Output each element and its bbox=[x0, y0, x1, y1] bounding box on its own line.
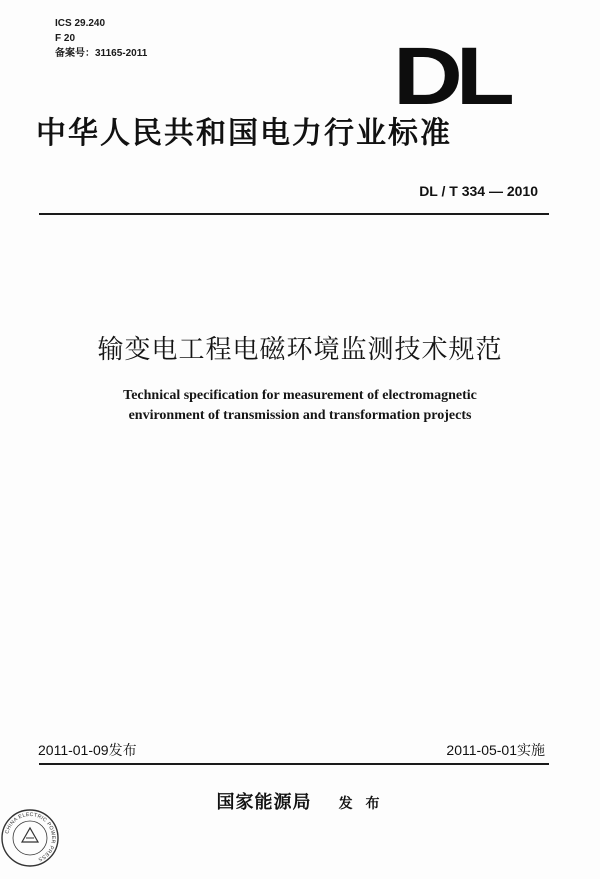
record-number: 备案号：31165-2011 bbox=[55, 48, 148, 59]
standard-title: 中华人民共和国电力行业标准 bbox=[36, 116, 452, 151]
document-title-en-line1: Technical specification for measurement of electromagnetic bbox=[123, 388, 477, 403]
top-divider bbox=[39, 213, 549, 215]
category-code: F 20 bbox=[55, 33, 76, 44]
standard-number: DL / T 334 — 2010 bbox=[419, 183, 538, 199]
document-title-en-line2: environment of transmission and transformation projects bbox=[128, 408, 472, 423]
publisher-action: 发 布 bbox=[338, 796, 384, 812]
document-title-en bbox=[0, 386, 600, 426]
ics-code: ICS 29.240 bbox=[55, 18, 106, 29]
svg-text:CHINA ELECTRIC POWER PRESS: CHINA ELECTRIC POWER PRESS bbox=[4, 811, 57, 863]
dl-logo: DL bbox=[393, 31, 508, 122]
issue-date: 2011-01-09发布 bbox=[38, 742, 137, 758]
implementation-date: 2011-05-01实施 bbox=[446, 742, 545, 758]
publisher-line bbox=[0, 788, 600, 814]
publisher-name: 国家能源局 bbox=[216, 792, 312, 813]
seal-icon bbox=[0, 808, 60, 868]
classification-block bbox=[55, 16, 147, 61]
document-title-cn: 输变电工程电磁环境监测技术规范 bbox=[97, 335, 503, 365]
bottom-divider bbox=[39, 763, 549, 765]
